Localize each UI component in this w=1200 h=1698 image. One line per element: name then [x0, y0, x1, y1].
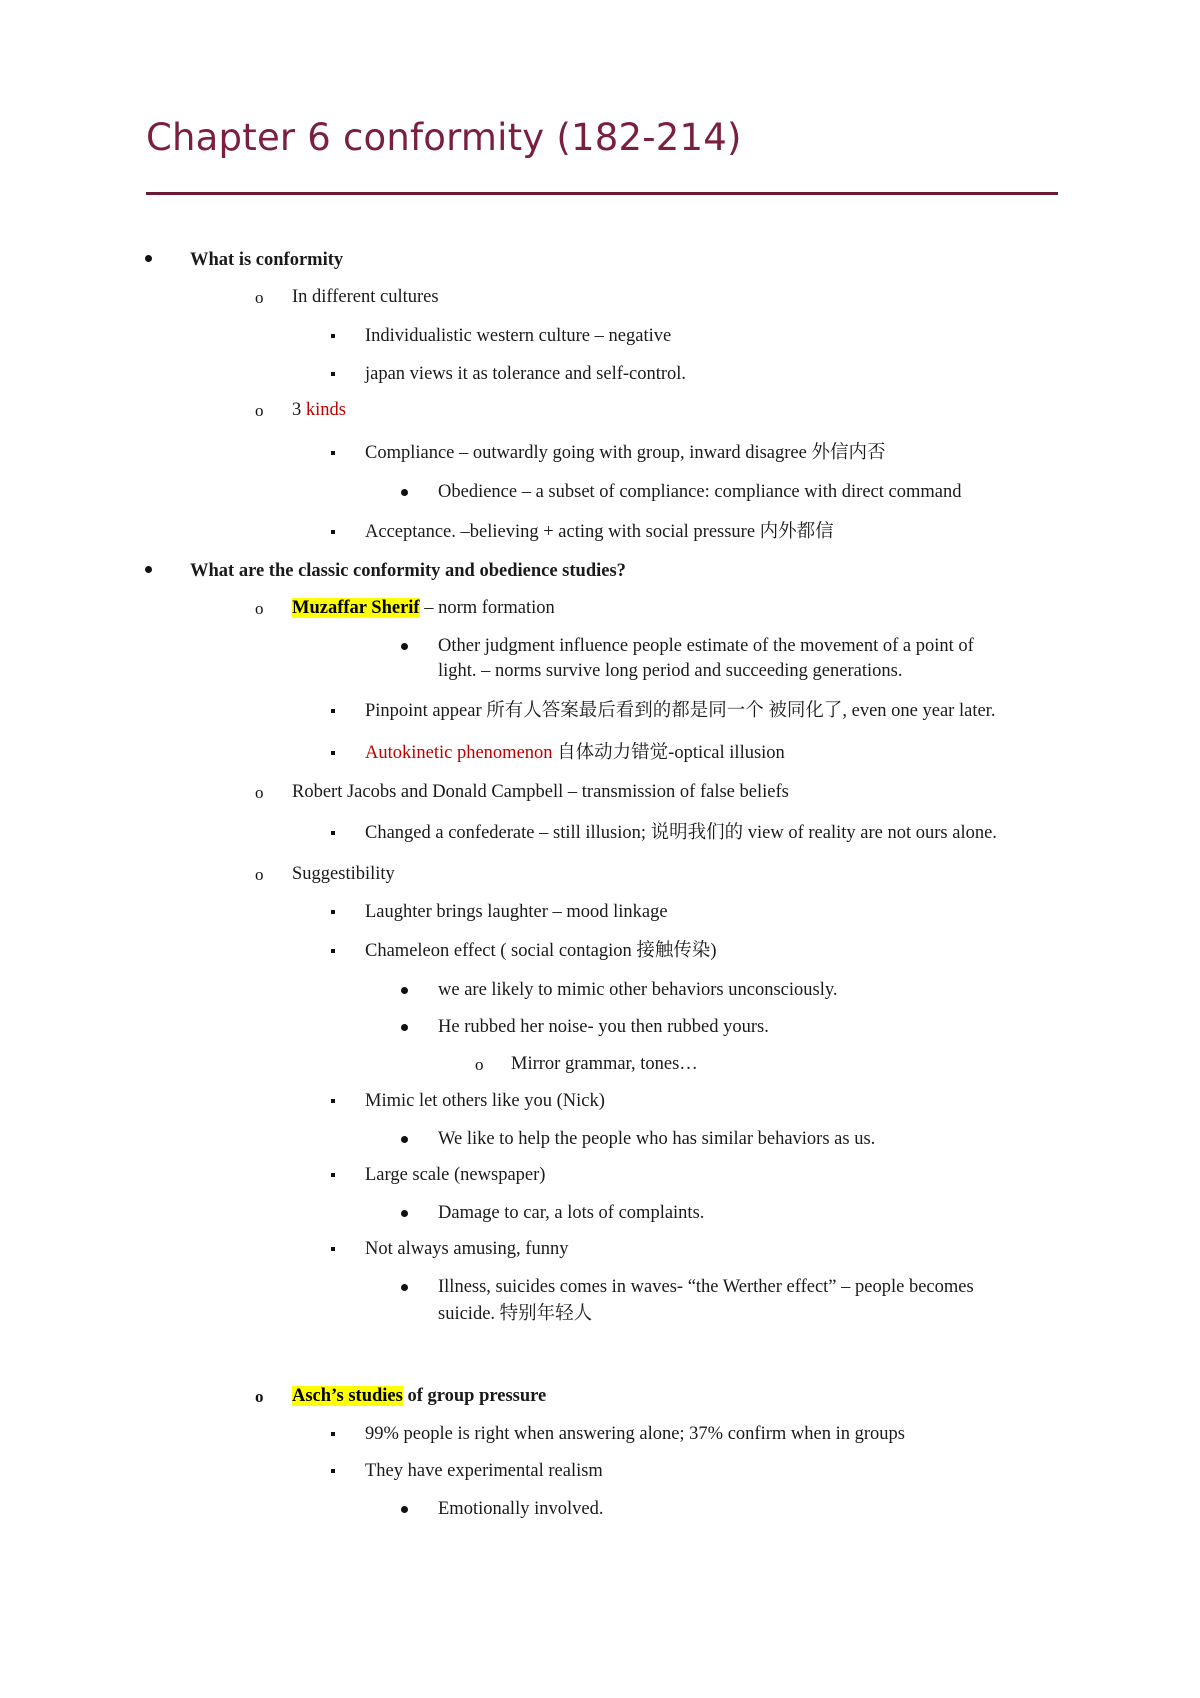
list-item: Suggestibility	[292, 864, 395, 884]
list-item: Damage to car, a lots of complaints.	[438, 1203, 705, 1223]
bullet-square	[331, 1099, 335, 1103]
list-item: We like to help the people who has similar behaviors as us.	[438, 1129, 876, 1149]
bullet-disc	[401, 1506, 408, 1513]
page-title: Chapter 6 conformity (182-214)	[146, 116, 742, 159]
bullet-disc	[401, 1024, 408, 1031]
list-item: Not always amusing, funny	[365, 1239, 569, 1259]
bullet-circle: o	[255, 1387, 264, 1406]
list-item: Emotionally involved.	[438, 1499, 604, 1519]
list-item-continuation: light. – norms survive long period and succeeding generations.	[438, 661, 903, 681]
bullet-square	[331, 831, 335, 835]
bullet-square	[331, 451, 335, 455]
bullet-square	[331, 751, 335, 755]
highlight-sherif: Muzaffar Sherif	[292, 598, 420, 618]
highlight-asch: Asch’s studies	[292, 1386, 403, 1406]
bullet-square	[331, 1469, 335, 1473]
list-item: Chameleon effect ( social contagion 接触传染)	[365, 941, 717, 961]
bullet-disc	[145, 566, 152, 573]
autokinetic-rest: 自体动力错觉-optical illusion	[552, 743, 785, 763]
bullet-circle: o	[255, 865, 264, 884]
list-item: In different cultures	[292, 287, 439, 307]
bullet-circle: o	[255, 783, 264, 802]
kinds-prefix: 3	[292, 400, 306, 420]
list-item: Mirror grammar, tones…	[511, 1054, 698, 1074]
list-item-asch	[292, 1384, 546, 1408]
heading-what-is-conformity: What is conformity	[190, 250, 344, 270]
bullet-disc	[401, 987, 408, 994]
list-item: Acceptance. –believing + acting with social pressure 内外都信	[365, 522, 834, 542]
list-item: Compliance – outwardly going with group, inward disagree 外信内否	[365, 443, 886, 463]
list-item-autokinetic	[365, 741, 785, 765]
bullet-square	[331, 334, 335, 338]
bullet-circle: o	[255, 401, 264, 420]
bullet-circle: o	[255, 288, 264, 307]
list-item-continuation: suicide. 特别年轻人	[438, 1304, 593, 1324]
bullet-square	[331, 372, 335, 376]
bullet-square	[331, 530, 335, 534]
list-item-sherif	[292, 596, 555, 620]
list-item: Changed a confederate – still illusion; 说明我们的 view of reality are not ours alone.	[365, 823, 997, 843]
list-item: Illness, suicides comes in waves- “the Werther effect” – people becomes	[438, 1277, 974, 1297]
list-item: 99% people is right when answering alone; 37% confirm when in groups	[365, 1424, 905, 1444]
list-item-kinds	[292, 398, 346, 422]
bullet-disc	[145, 255, 152, 262]
list-item: Laughter brings laughter – mood linkage	[365, 902, 668, 922]
list-item: Robert Jacobs and Donald Campbell – transmission of false beliefs	[292, 782, 789, 802]
bullet-disc	[401, 1136, 408, 1143]
kinds-label: kinds	[305, 400, 346, 420]
bullet-disc	[401, 1210, 408, 1217]
bullet-disc	[401, 643, 408, 650]
list-item: Obedience – a subset of compliance: compliance with direct command	[438, 482, 962, 502]
bullet-disc	[401, 489, 408, 496]
list-item: Pinpoint appear 所有人答案最后看到的都是同一个 被同化了, even one year later.	[365, 701, 996, 721]
bullet-square	[331, 1173, 335, 1177]
bullet-square	[331, 709, 335, 713]
list-item: Individualistic western culture – negative	[365, 326, 672, 346]
bullet-square	[331, 910, 335, 914]
title-divider	[146, 192, 1058, 195]
list-item: japan views it as tolerance and self-control.	[365, 364, 687, 384]
bullet-square	[331, 1432, 335, 1436]
bullet-square	[331, 1247, 335, 1251]
autokinetic-label: Autokinetic phenomenon	[365, 743, 553, 763]
list-item: He rubbed her noise- you then rubbed yours.	[438, 1017, 769, 1037]
sherif-rest: – norm formation	[419, 598, 555, 618]
bullet-disc	[401, 1284, 408, 1291]
list-item: Large scale (newspaper)	[365, 1165, 546, 1185]
list-item: we are likely to mimic other behaviors unconsciously.	[438, 980, 838, 1000]
heading-classic-studies: What are the classic conformity and obedience studies?	[190, 561, 626, 581]
list-item: Mimic let others like you (Nick)	[365, 1091, 605, 1111]
bullet-square	[331, 949, 335, 953]
bullet-circle: o	[475, 1055, 484, 1074]
asch-rest: of group pressure	[402, 1386, 547, 1406]
list-item: Other judgment influence people estimate of the movement of a point of	[438, 636, 974, 656]
list-item: They have experimental realism	[365, 1461, 603, 1481]
bullet-circle: o	[255, 599, 264, 618]
